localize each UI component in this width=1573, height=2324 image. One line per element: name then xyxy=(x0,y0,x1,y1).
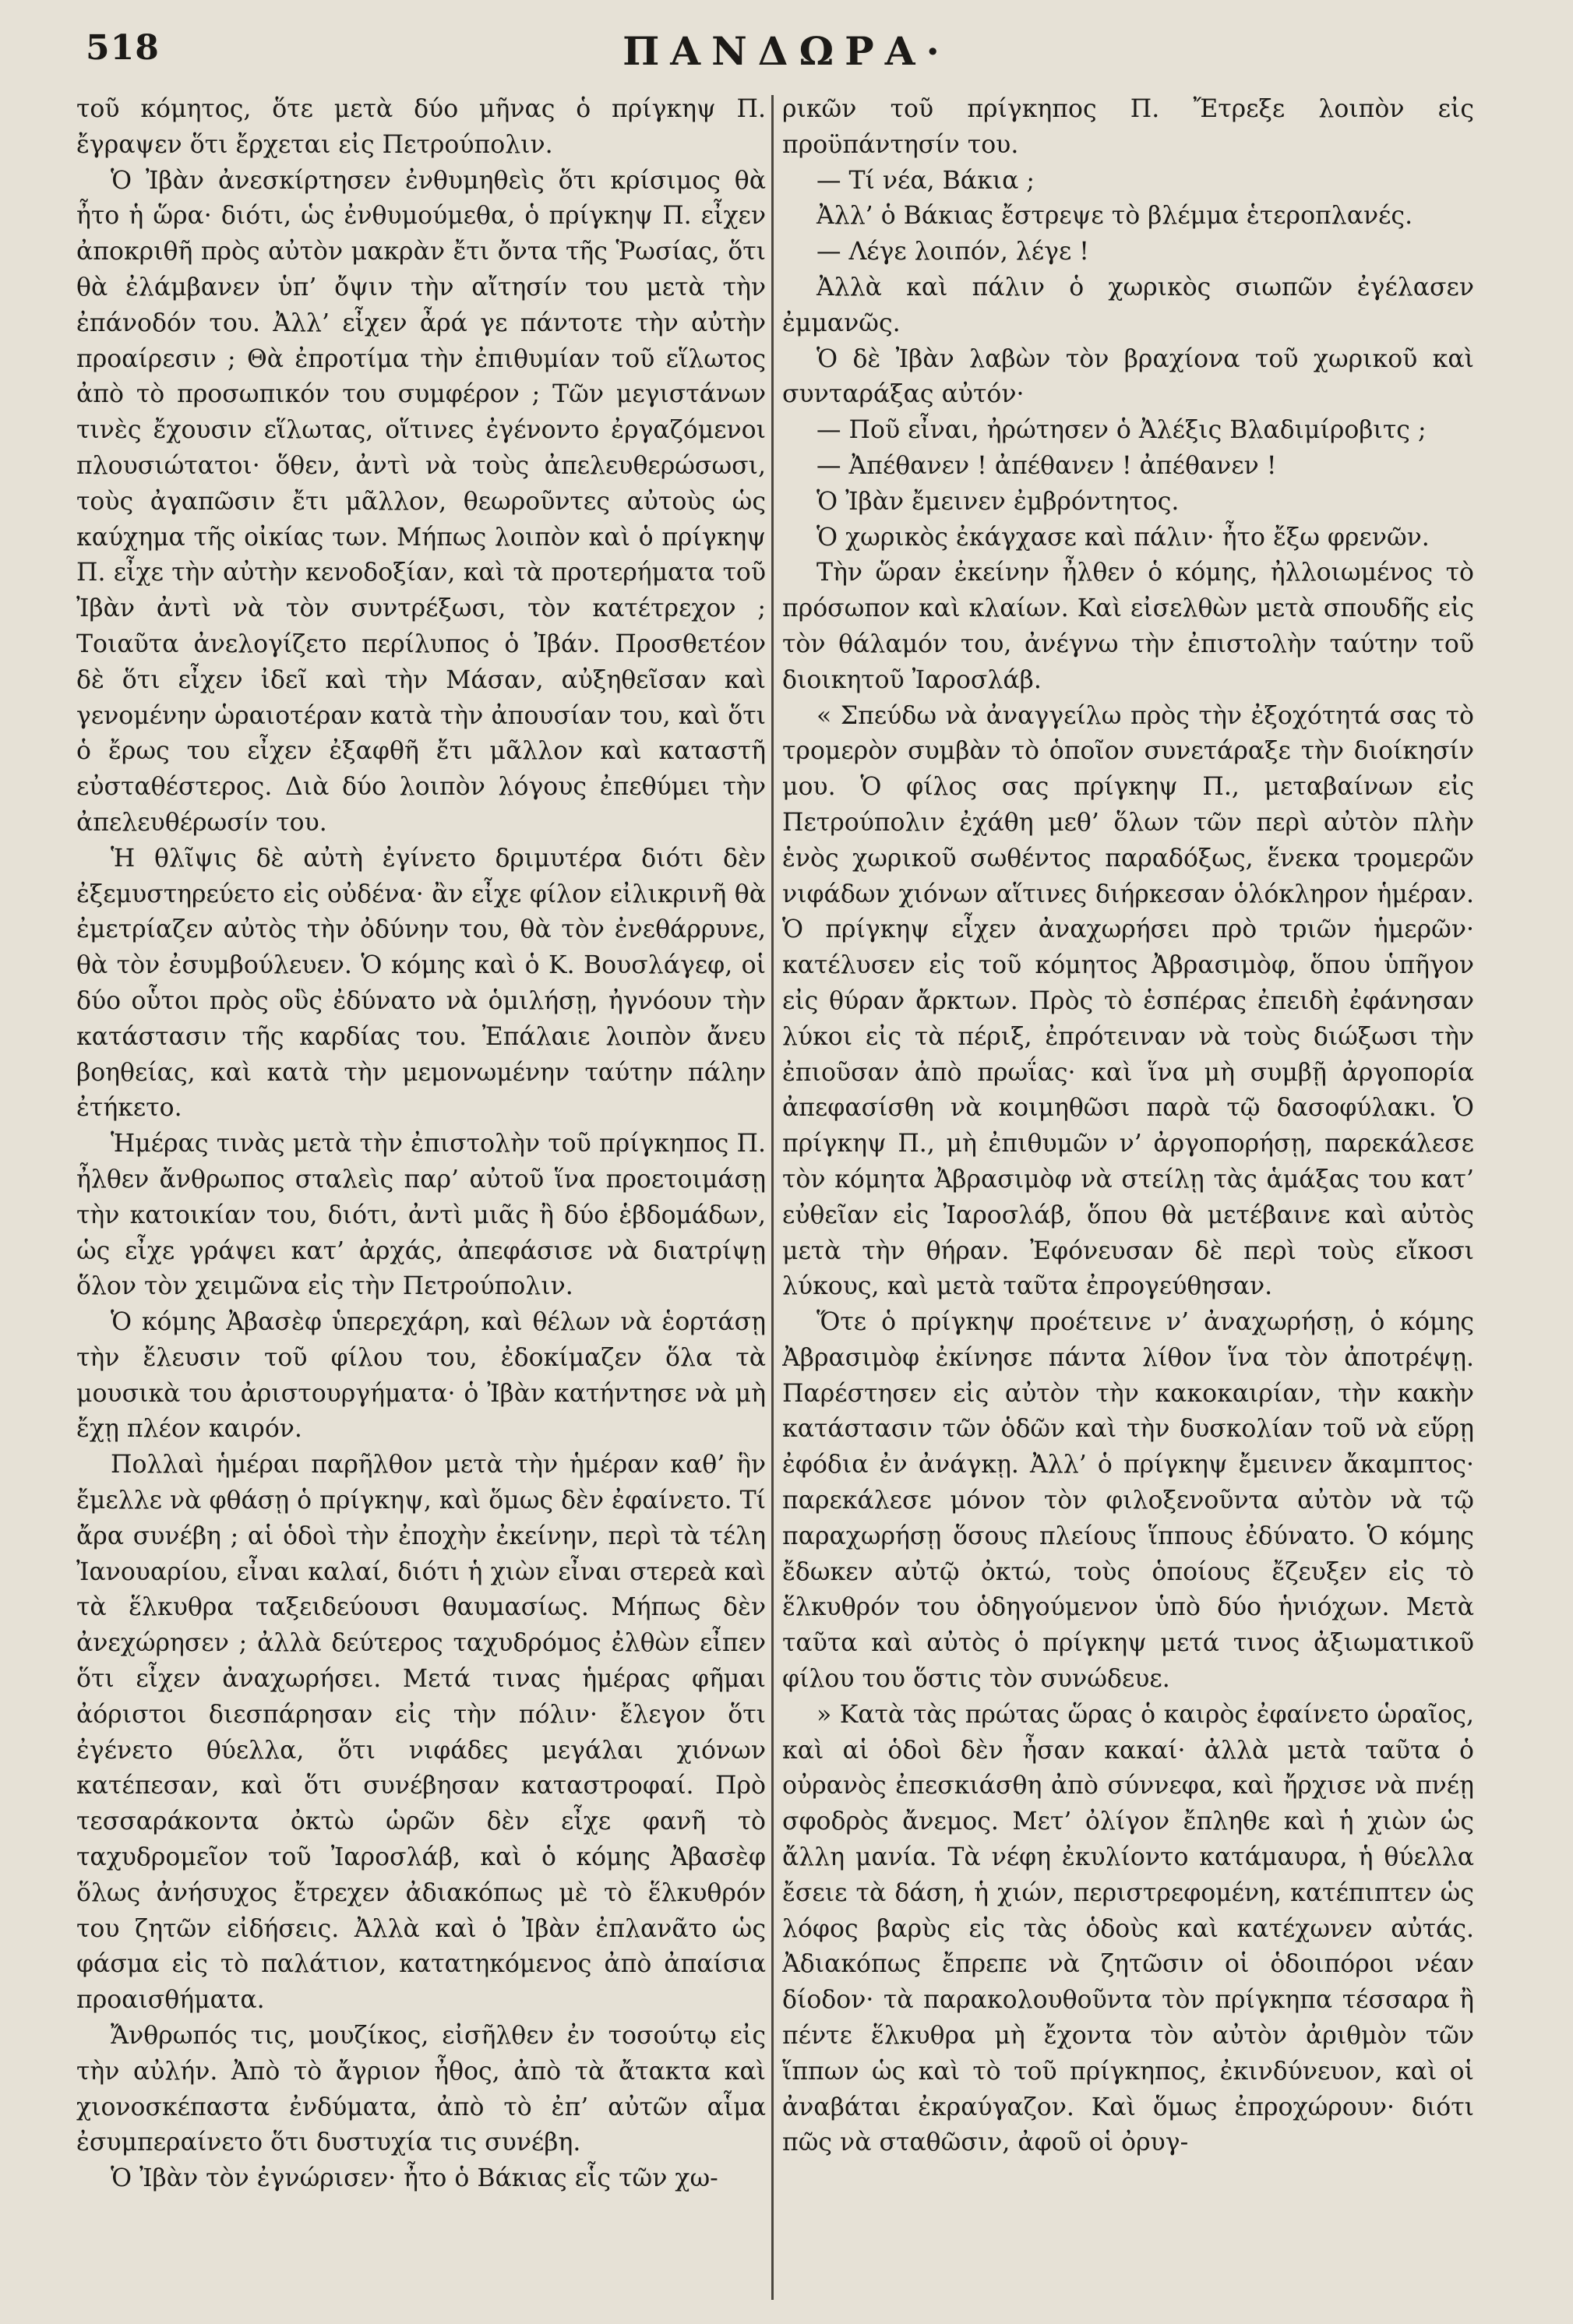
paragraph: Ἡμέρας τινὰς μετὰ τὴν ἐπιστολὴν τοῦ πρίγκηπος Π. ἦλθεν ἄνθρωπος σταλεὶς παρ’ αὐτοῦ ἵνα προετοιμάσῃ τὴν κατοικίαν του, διότι, ἀντὶ μιᾶς ἢ δύο ἑβδομάδων, ὡς εἶχε γράψει κατ’ ἀρχάς, ἀπεφάσισε νὰ διατρίψῃ ὅλον τὸν χειμῶνα εἰς τὴν Πετρούπολιν. xyxy=(76,1130,766,1301)
paragraph: — Τί νέα, Βάκια ; xyxy=(816,166,1035,195)
column-divider xyxy=(771,95,774,2300)
paragraph: Τὴν ὥραν ἐκείνην ἦλθεν ὁ κόμης, ἠλλοιωμένος τὸ πρόσωπον καὶ κλαίων. Καὶ εἰσελθὼν μετὰ σπουδῆς εἰς τὸν θάλαμόν του, ἀνέγνω τὴν ἐπιστολὴν ταύτην τοῦ διοικητοῦ Ἰαροσλάβ. xyxy=(782,559,1474,694)
left-column xyxy=(76,92,766,2305)
paragraph: Ἀλλὰ καὶ πάλιν ὁ χωρικὸς σιωπῶν ἐγέλασεν ἐμμανῶς. xyxy=(782,273,1474,337)
right-column xyxy=(782,92,1474,2305)
paragraph: Ἄνθρωπός τις, μουζίκος, εἰσῆλθεν ἐν τοσούτῳ εἰς τὴν αὐλήν. Ἀπὸ τὸ ἄγριον ἦθος, ἀπὸ τὰ ἄτακτα καὶ χιονοσκέπαστα ἐνδύματα, ἀπὸ τὸ ἐπ’ αὐτῶν αἷμα ἐσυμπεραίνετο ὅτι δυστυχία τις συνέβη. xyxy=(76,2022,766,2157)
paragraph: « Σπεύδω νὰ ἀναγγείλω πρὸς τὴν ἐξοχότητά σας τὸ τρομερὸν συμβὰν τὸ ὁποῖον συνετάραξε τὴν διοίκησίν μου. Ὁ φίλος σας πρίγκηψ Π., μεταβαίνων εἰς Πετρούπολιν ἐχάθη μεθ’ ὅλων τῶν περὶ αὐτὸν πλὴν ἑνὸς χωρικοῦ σωθέντος παραδόξως, ἕνεκα τρομερῶν νιφάδων χιόνων αἵτινες διήρκεσαν ὁλόκληρον ἡμέραν. Ὁ πρίγκηψ εἶχεν ἀναχωρήσει πρὸ τριῶν ἡμερῶν· κατέλυσεν εἰς τοῦ κόμητος Ἀβρασιμὸφ, ὅπου ὑπῆγον εἰς θύραν ἄρκτων. Πρὸς τὸ ἑσπέρας ἐπειδὴ ἐφάνησαν λύκοι εἰς τὰ πέριξ, ἐπρότειναν νὰ τοὺς διώξωσι τὴν ἐπιοῦσαν ἀπὸ πρωΐας· καὶ ἵνα μὴ συμβῇ ἀργοπορία ἀπεφασίσθη νὰ κοιμηθῶσι παρὰ τῷ δασοφύλακι. Ὁ πρίγκηψ Π., μὴ ἐπιθυμῶν ν’ ἀργοπορήσῃ, παρεκάλεσε τὸν κόμητα Ἀβρασιμὸφ νὰ στείλῃ τὰς ἁμάξας του κατ’ εὐθεῖαν εἰς Ἰαροσλάβ, ὅπου θὰ μετέβαινε καὶ αὐτὸς μετὰ τὴν θήραν. Ἐφόνευσαν δὲ περὶ τοὺς εἴκοσι λύκους, καὶ μετὰ ταῦτα ἐπρογεύθησαν. xyxy=(782,701,1474,1301)
paragraph: Ὁ κόμης Ἀβασὲφ ὑπερεχάρη, καὶ θέλων νὰ ἑορτάσῃ τὴν ἔλευσιν τοῦ φίλου του, ἐδοκίμαζεν ὅλα τὰ μουσικὰ του ἀριστουργήματα· ὁ Ἰβὰν κατήντησε νὰ μὴ ἔχῃ πλέον καιρόν. xyxy=(76,1308,766,1444)
paragraph: — Λέγε λοιπόν, λέγε ! xyxy=(816,238,1089,266)
paragraph: Ὁ χωρικὸς ἐκάγχασε καὶ πάλιν· ἦτο ἔξω φρενῶν. xyxy=(816,523,1430,552)
paragraph: τοῦ κόμητος, ὅτε μετὰ δύο μῆνας ὁ πρίγκηψ Π. ἔγραψεν ὅτι ἔρχεται εἰς Πετρούπολιν. xyxy=(76,95,766,159)
paragraph: Ὁ Ἰβὰν τὸν ἐγνώρισεν· ἦτο ὁ Βάκιας εἷς τῶν χω- xyxy=(111,2164,718,2193)
paragraph: Ὁ Ἰβὰν ἀνεσκίρτησεν ἐνθυμηθεὶς ὅτι κρίσιμος θὰ ἦτο ἡ ὥρα· διότι, ὡς ἐνθυμούμεθα, ὁ πρίγκηψ Π. εἶχεν ἀποκριθῆ πρὸς αὐτὸν μακρὰν ἔτι ὄντα τῆς Ῥωσίας, ὅτι θὰ ἐλάμβανεν ὑπ’ ὄψιν τὴν αἴτησίν του μετὰ τὴν ἐπάνοδόν του. Ἀλλ’ εἶχεν ἆρά γε πάντοτε τὴν αὐτὴν προαίρεσιν ; Θὰ ἐπροτίμα τὴν ἐπιθυμίαν τοῦ εἵλωτος ἀπὸ τὸ προσωπικόν του συμφέρον ; Τῶν μεγιστάνων τινὲς ἔχουσιν εἵλωτας, οἵτινες ἐγένοντο ἐργαζόμενοι πλουσιώτατοι· ὅθεν, ἀντὶ νὰ τοὺς ἀπελευθερώσωσι, τοὺς ἀγαπῶσιν ἔτι μᾶλλον, θεωροῦντες αὐτοὺς ὡς καύχημα τῆς οἰκίας των. Μήπως λοιπὸν καὶ ὁ πρίγκηψ Π. εἶχε τὴν αὐτὴν κενοδοξίαν, καὶ τὰ προτερήματα τοῦ Ἰβὰν ἀντὶ νὰ τὸν συντρέξωσι, τὸν κατέτρεχον ; Τοιαῦτα ἀνελογίζετο περίλυπος ὁ Ἰβάν. Προσθετέον δὲ ὅτι εἶχεν ἰδεῖ καὶ τὴν Μάσαν, αὐξηθεῖσαν καὶ γενομένην ὡραιοτέραν κατὰ τὴν ἀπουσίαν του, καὶ ὅτι ὁ ἔρως του εἶχεν ἐξαφθῆ ἔτι μᾶλλον καὶ καταστῆ εὐσταθέστερος. Διὰ δύο λοιπὸν λόγους ἐπεθύμει τὴν ἀπελευθέρωσίν του. xyxy=(76,166,766,837)
paragraph: Ὁ δὲ Ἰβὰν λαβὼν τὸν βραχίονα τοῦ χωρικοῦ καὶ συνταράξας αὐτόν· xyxy=(782,344,1474,409)
paragraph: ρικῶν τοῦ πρίγκηπος Π. Ἔτρεξε λοιπὸν εἰς προϋπάντησίν του. xyxy=(782,95,1474,159)
paragraph: » Κατὰ τὰς πρώτας ὥρας ὁ καιρὸς ἐφαίνετο ὡραῖος, καὶ αἱ ὁδοὶ δὲν ἦσαν κακαί· ἀλλὰ μετὰ ταῦτα ὁ οὐρανὸς ἐπεσκιάσθη ἀπὸ σύννεφα, καὶ ἤρχισε νὰ πνέῃ σφοδρὸς ἄνεμος. Μετ’ ὀλίγον ἔπληθε καὶ ἡ χιὼν ὡς ἄλλη μανία. Τὰ νέφη ἐκυλίοντο κατάμαυρα, ἡ θύελλα ἔσειε τὰ δάση, ἡ χιών, περιστρεφομένη, κατέπιπτεν ὡς λόφος βαρὺς εἰς τὰς ὁδοὺς καὶ κατέχωνεν αὐτάς. Ἀδιακόπως ἔπρεπε νὰ ζητῶσιν οἱ ὁδοιπόροι νέαν δίοδον· τὰ παρακολουθοῦντα τὸν πρίγκηπα τέσσαρα ἢ πέντε ἕλκυθρα μὴ ἔχοντα τὸν αὐτὸν ἀριθμὸν τῶν ἵππων ὡς καὶ τὸ τοῦ πρίγκηπος, ἐκινδύνευον, καὶ οἱ ἀναβάται ἐκραύγαζον. Καὶ ὅμως ἐπροχώρουν· διότι πῶς νὰ σταθῶσιν, ἀφοῦ οἱ ὀρυγ- xyxy=(782,1700,1474,2157)
paragraph: Ἡ θλῖψις δὲ αὐτὴ ἐγίνετο δριμυτέρα διότι δὲν ἐξεμυστηρεύετο εἰς οὐδένα· ἂν εἶχε φίλον εἰλικρινῆ θὰ ἐμετρίαζεν αὐτὸς τὴν ὀδύνην του, θὰ τὸν ἐνεθάρρυνε, θὰ τὸν ἐσυμβούλευεν. Ὁ κόμης καὶ ὁ Κ. Βουσλάγεφ, οἱ δύο οὗτοι πρὸς οὓς ἐδύνατο νὰ ὁμιλήσῃ, ἠγνόουν τὴν κατάστασιν τῆς καρδίας του. Ἐπάλαιε λοιπὸν ἄνευ βοηθείας, καὶ κατὰ τὴν μεμονωμένην ταύτην πάλην ἐτήκετο. xyxy=(76,844,766,1123)
paragraph: Ὅτε ὁ πρίγκηψ προέτεινε ν’ ἀναχωρήσῃ, ὁ κόμης Ἀβρασιμὸφ ἐκίνησε πάντα λίθον ἵνα τὸν ἀποτρέψῃ. Παρέστησεν εἰς αὐτὸν τὴν κακοκαιρίαν, τὴν κακὴν κατάστασιν τῶν ὁδῶν καὶ τὴν δυσκολίαν τοῦ νὰ εὕρῃ ἐφόδια ἐν ἀνάγκῃ. Ἀλλ’ ὁ πρίγκηψ ἔμεινεν ἄκαμπτος· παρεκάλεσε μόνον τὸν φιλοξενοῦντα αὐτὸν νὰ τῷ παραχωρήσῃ ὅσους πλείους ἵππους ἐδύνατο. Ὁ κόμης ἔδωκεν αὐτῷ ὀκτώ, τοὺς ὁποίους ἔζευξεν εἰς τὸ ἕλκυθρόν του ὁδηγούμενον ὑπὸ δύο ἡνιόχων. Μετὰ ταῦτα καὶ αὐτὸς ὁ πρίγκηψ μετά τινος ἀξιωματικοῦ φίλου του ὅστις τὸν συνώδευε. xyxy=(782,1308,1474,1694)
page-header xyxy=(0,22,1573,92)
paragraph: Πολλαὶ ἡμέραι παρῆλθον μετὰ τὴν ἡμέραν καθ’ ἣν ἔμελλε νὰ φθάσῃ ὁ πρίγκηψ, καὶ ὅμως δὲν ἐφαίνετο. Τί ἄρα συνέβη ; αἱ ὁδοὶ τὴν ἐποχὴν ἐκείνην, περὶ τὰ τέλη Ἰανουαρίου, εἶναι καλαί, διότι ἡ χιὼν εἶναι στερεὰ καὶ τὰ ἕλκυθρα ταξειδεύουσι θαυμασίως. Μήπως δὲν ἀνεχώρησεν ; ἀλλὰ δεύτερος ταχυδρόμος ἐλθὼν εἶπεν ὅτι εἶχεν ἀναχωρήσει. Μετά τινας ἡμέρας φῆμαι ἀόριστοι διεσπάρησαν εἰς τὴν πόλιν· ἔλεγον ὅτι ἐγένετο θύελλα, ὅτι νιφάδες μεγάλαι χιόνων κατέπεσαν, καὶ ὅτι συνέβησαν καταστροφαί. Πρὸ τεσσαράκοντα ὀκτὼ ὡρῶν δὲν εἶχε φανῆ τὸ ταχυδρομεῖον τοῦ Ἰαροσλάβ, καὶ ὁ κόμης Ἀβασὲφ ὅλως ἀνήσυχος ἔτρεχεν ἀδιακόπως μὲ τὸ ἕλκυθρόν του ζητῶν εἰδήσεις. Ἀλλὰ καὶ ὁ Ἰβὰν ἐπλανᾶτο ὡς φάσμα εἰς τὸ παλάτιον, κατατηκόμενος ἀπὸ ἀπαίσια προαισθήματα. xyxy=(76,1451,766,2015)
page-number: 518 xyxy=(86,28,160,68)
paragraph: — Ποῦ εἶναι, ἠρώτησεν ὁ Ἀλέξις Βλαδιμίροβιτς ; xyxy=(816,416,1427,445)
paragraph: — Ἀπέθανεν ! ἀπέθανεν ! ἀπέθανεν ! xyxy=(816,451,1277,480)
paragraph: Ὁ Ἰβὰν ἔμεινεν ἐμβρόντητος. xyxy=(816,487,1180,516)
running-title: ΠΑΝΔΩΡΑ· xyxy=(622,28,951,74)
paragraph: Ἀλλ’ ὁ Βάκιας ἔστρεψε τὸ βλέμμα ἑτεροπλανές. xyxy=(816,202,1413,231)
